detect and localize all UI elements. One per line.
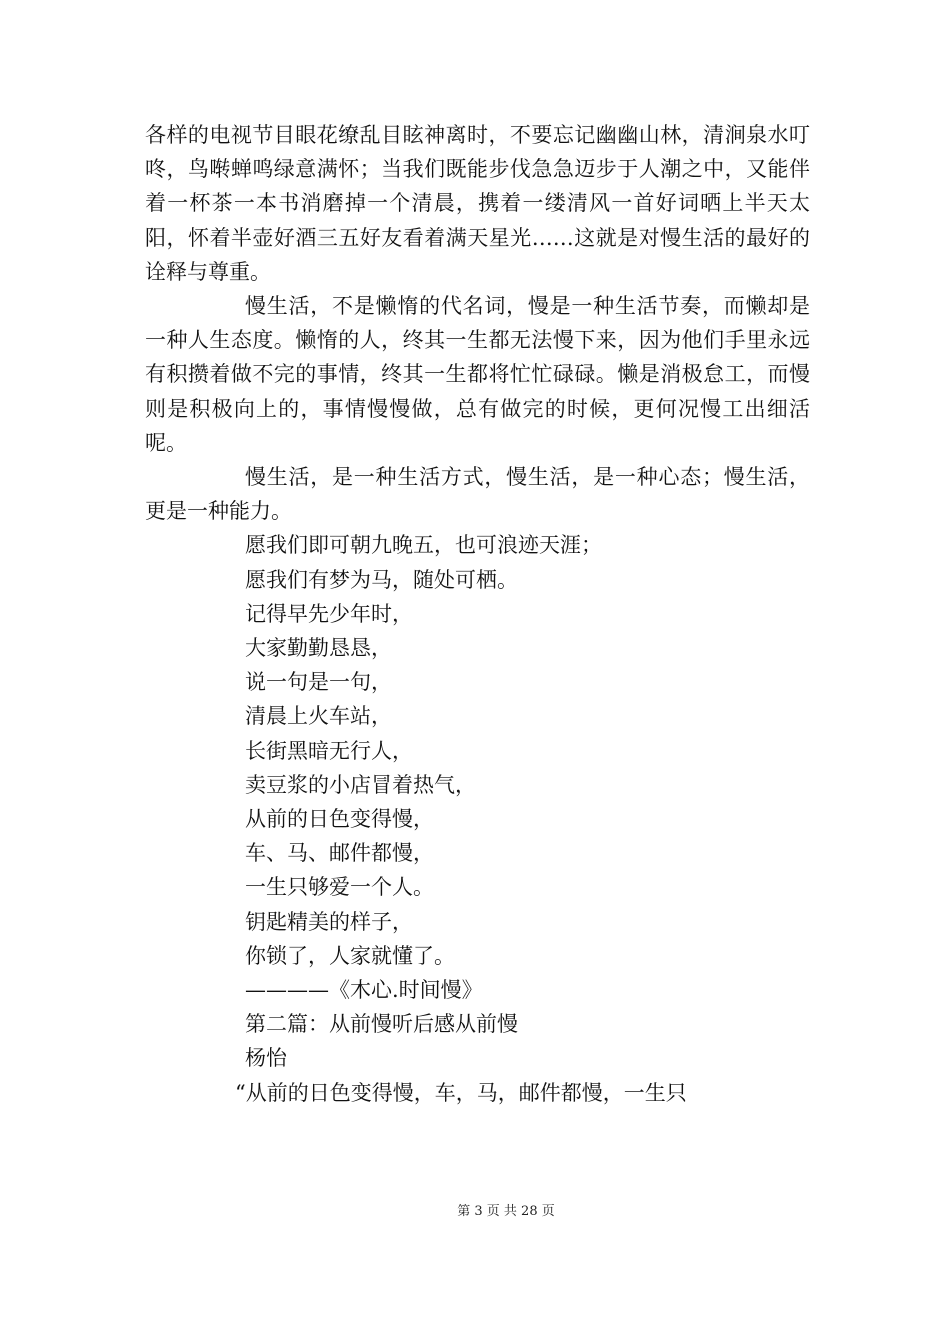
paragraph-2: 慢生活，不是懒惰的代名词，慢是一种生活节奏，而懒却是一种人生态度。懒惰的人，终其一生都无法慢下来，因为他们手里永远有积攒着做不完的事情，终其一生都将忙忙碌碌。懒是消极怠工，而慢则是积极向上的，事情慢慢做，总有做完的时候，更何况慢工出细活呢。 bbox=[145, 294, 810, 455]
poem-line: 大家勤勤恳恳， bbox=[245, 636, 392, 661]
document-body bbox=[145, 118, 810, 1110]
poem-line: 清晨上火车站， bbox=[245, 704, 392, 729]
poem-line: 长街黑暗无行人， bbox=[245, 738, 413, 763]
page-number: 第 3 页 共 28 页 bbox=[457, 1204, 555, 1219]
poem-line: 说一句是一句， bbox=[245, 670, 392, 695]
poem-block bbox=[245, 528, 810, 1075]
page-footer bbox=[0, 1203, 950, 1221]
poem-line: 愿我们即可朝九晚五，也可浪迹天涯； bbox=[245, 533, 602, 558]
poem-line: 从前的日色变得慢， bbox=[245, 807, 434, 832]
poem-line: 一生只够爱一个人。 bbox=[245, 875, 434, 900]
poem-attribution: ————《木心.时间慢》 bbox=[245, 978, 483, 1003]
poem-line: 车、马、邮件都慢， bbox=[245, 841, 434, 866]
paragraph-1: 各样的电视节目眼花缭乱目眩神离时，不要忘记幽幽山林，清涧泉水叮咚，鸟啭蝉鸣绿意满怀；当我们既能步伐急急迈步于人潮之中，又能伴着一杯茶一本书消磨掉一个清晨，携着一缕清风一首好词晒上半天太阳，怀着半壶好酒三五好友看着满天星光……这就是对慢生活的最好的诠释与尊重。 bbox=[145, 123, 810, 284]
poem-line: 钥匙精美的样子， bbox=[245, 909, 413, 934]
poem-line: 记得早先少年时， bbox=[245, 601, 413, 626]
section-heading: 第二篇：从前慢听后感从前慢 bbox=[245, 1012, 518, 1037]
poem-line: 卖豆浆的小店冒着热气， bbox=[245, 772, 476, 797]
poem-line: 愿我们有梦为马，随处可栖。 bbox=[245, 567, 518, 592]
quote-line: “从前的日色变得慢，车，马，邮件都慢，一生只 bbox=[235, 1080, 687, 1105]
paragraph-3: 慢生活，是一种生活方式，慢生活，是一种心态；慢生活，更是一种能力。 bbox=[145, 465, 810, 524]
poem-line: 你锁了，人家就懂了。 bbox=[245, 943, 455, 968]
author-name: 杨怡 bbox=[245, 1046, 287, 1071]
